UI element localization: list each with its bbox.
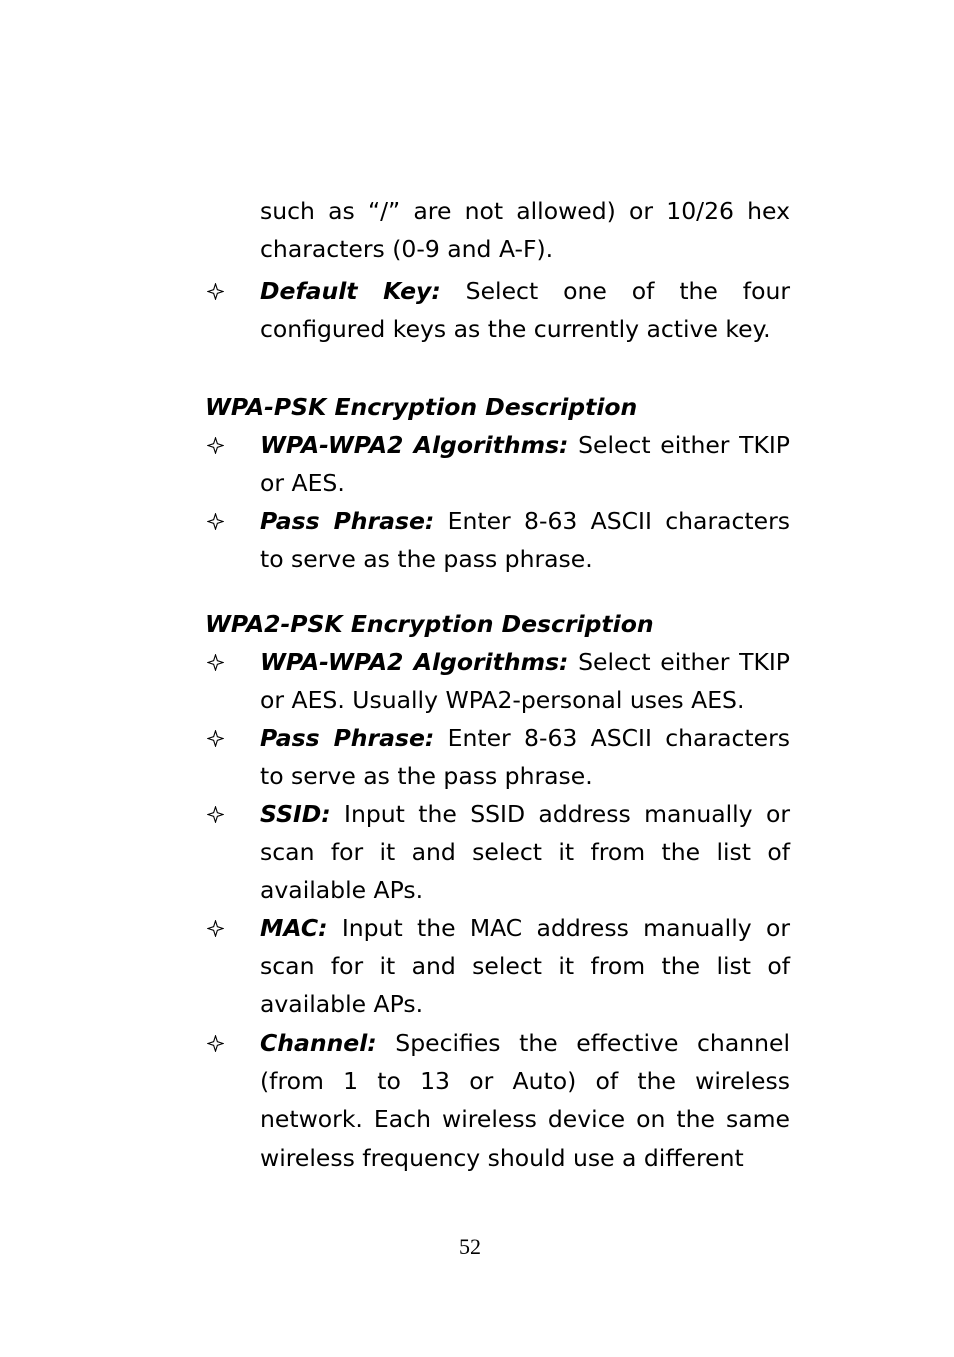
section-heading-wpa2-psk: WPA2-PSK Encryption Description bbox=[205, 610, 654, 638]
list-item-term: WPA-WPA2 Algorithms: bbox=[260, 648, 569, 676]
list-item-description: Specifies the effective channel (from 1 to 13 or Auto) of the wireless network. Each wireless device on the same wireless frequency should use a different bbox=[260, 1029, 790, 1172]
four-point-star-outline-icon bbox=[205, 909, 225, 947]
four-point-star-outline-icon bbox=[205, 795, 225, 833]
list-item-term: Channel: bbox=[260, 1029, 377, 1057]
four-point-star-outline-icon bbox=[205, 272, 225, 310]
list-item-term: Pass Phrase: bbox=[260, 507, 435, 535]
list-item-term: MAC: bbox=[260, 914, 328, 942]
list-item-description: Enter 8-63 ASCII characters to serve as the pass phrase. bbox=[260, 507, 791, 574]
list-item-description: Select either TKIP or AES. Usually WPA2-personal uses AES. bbox=[260, 648, 790, 715]
four-point-star-outline-icon bbox=[205, 426, 225, 464]
four-point-star-outline-icon bbox=[205, 643, 225, 681]
list-item-text bbox=[260, 1024, 790, 1177]
list-item-text bbox=[260, 426, 790, 502]
list-item-description: Input the SSID address manually or scan for it and select it from the list of available APs. bbox=[260, 800, 790, 905]
section-heading-wpa-psk: WPA-PSK Encryption Description bbox=[205, 393, 638, 421]
list-item-text bbox=[260, 643, 790, 719]
list-item-description: Select either TKIP or AES. bbox=[260, 431, 790, 498]
list-item-description: Select one of the four configured keys as the currently active key. bbox=[260, 277, 791, 344]
list-item-description: Enter 8-63 ASCII characters to serve as the pass phrase. bbox=[260, 724, 791, 791]
four-point-star-outline-icon bbox=[205, 502, 225, 540]
list-item-text bbox=[260, 272, 790, 348]
list-item-term: WPA-WPA2 Algorithms: bbox=[260, 431, 569, 459]
list-item-term: Pass Phrase: bbox=[260, 724, 435, 752]
list-item-term: SSID: bbox=[260, 800, 331, 828]
page-number: 52 bbox=[459, 1234, 481, 1259]
list-item-text bbox=[260, 909, 790, 1024]
list-item-text bbox=[260, 795, 790, 910]
four-point-star-outline-icon bbox=[205, 1024, 225, 1062]
continuation-paragraph: such as “/” are not allowed) or 10/26 hex characters (0-9 and A-F). bbox=[260, 197, 790, 264]
four-point-star-outline-icon bbox=[205, 719, 225, 757]
list-item-text bbox=[260, 719, 790, 795]
list-item-term: Default Key: bbox=[260, 277, 441, 305]
list-item-description: Input the MAC address manually or scan for it and select it from the list of available APs. bbox=[260, 914, 790, 1019]
list-item-text bbox=[260, 502, 790, 578]
